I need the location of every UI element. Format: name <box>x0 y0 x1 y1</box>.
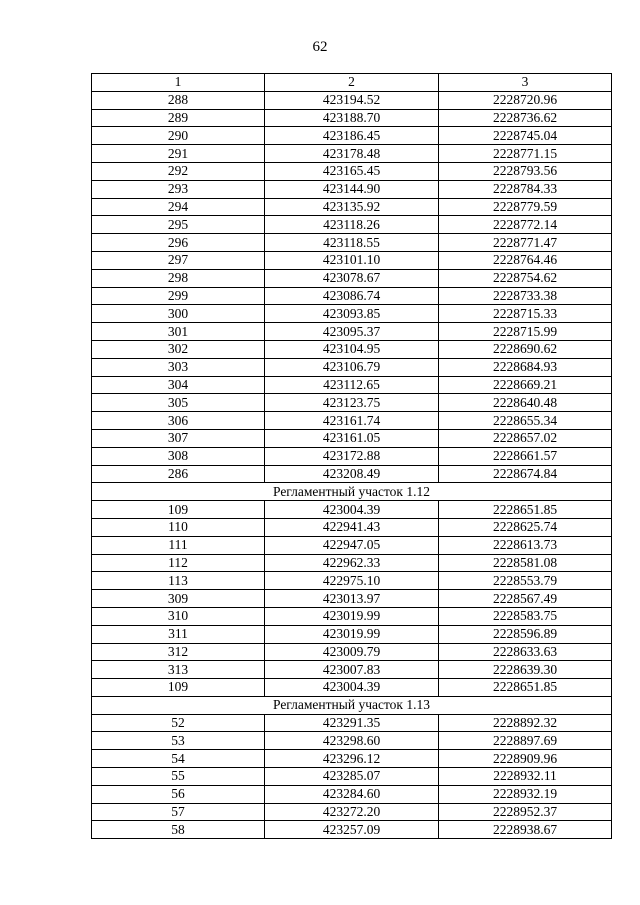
table-row <box>92 465 612 483</box>
point-number-cell: 313 <box>92 661 265 679</box>
table-row <box>92 429 612 447</box>
point-number-cell: 312 <box>92 643 265 661</box>
y-coordinate-cell: 2228715.99 <box>439 323 612 341</box>
x-coordinate-cell: 423019.99 <box>265 607 439 625</box>
point-number-cell: 113 <box>92 572 265 590</box>
y-coordinate-cell: 2228897.69 <box>439 732 612 750</box>
x-coordinate-cell: 423106.79 <box>265 358 439 376</box>
y-coordinate-cell: 2228613.73 <box>439 536 612 554</box>
table-row <box>92 127 612 145</box>
table-row <box>92 145 612 163</box>
point-number-cell: 293 <box>92 180 265 198</box>
y-coordinate-cell: 2228651.85 <box>439 501 612 519</box>
point-number-cell: 292 <box>92 162 265 180</box>
y-coordinate-cell: 2228779.59 <box>439 198 612 216</box>
table-row <box>92 732 612 750</box>
section-title-row <box>92 483 612 501</box>
table-row <box>92 501 612 519</box>
x-coordinate-cell: 423257.09 <box>265 821 439 839</box>
x-coordinate-cell: 423208.49 <box>265 465 439 483</box>
x-coordinate-cell: 423078.67 <box>265 269 439 287</box>
table-row <box>92 269 612 287</box>
y-coordinate-cell: 2228932.19 <box>439 785 612 803</box>
table-header-row <box>92 74 612 92</box>
table-row <box>92 714 612 732</box>
table-row <box>92 643 612 661</box>
y-coordinate-cell: 2228684.93 <box>439 358 612 376</box>
x-coordinate-cell: 423161.05 <box>265 429 439 447</box>
table-row <box>92 412 612 430</box>
table-row <box>92 821 612 839</box>
point-number-cell: 300 <box>92 305 265 323</box>
point-number-cell: 112 <box>92 554 265 572</box>
point-number-cell: 304 <box>92 376 265 394</box>
point-number-cell: 111 <box>92 536 265 554</box>
y-coordinate-cell: 2228932.11 <box>439 768 612 786</box>
x-coordinate-cell: 423284.60 <box>265 785 439 803</box>
point-number-cell: 303 <box>92 358 265 376</box>
x-coordinate-cell: 423004.39 <box>265 501 439 519</box>
table-body <box>92 91 612 838</box>
x-coordinate-cell: 423095.37 <box>265 323 439 341</box>
y-coordinate-cell: 2228909.96 <box>439 750 612 768</box>
table-row <box>92 216 612 234</box>
y-coordinate-cell: 2228784.33 <box>439 180 612 198</box>
section-title-row <box>92 696 612 714</box>
table-row <box>92 394 612 412</box>
x-coordinate-cell: 423123.75 <box>265 394 439 412</box>
column-header: 2 <box>265 74 439 92</box>
point-number-cell: 109 <box>92 679 265 697</box>
table-row <box>92 447 612 465</box>
table-row <box>92 91 612 109</box>
y-coordinate-cell: 2228772.14 <box>439 216 612 234</box>
x-coordinate-cell: 423186.45 <box>265 127 439 145</box>
y-coordinate-cell: 2228657.02 <box>439 429 612 447</box>
y-coordinate-cell: 2228952.37 <box>439 803 612 821</box>
table-row <box>92 554 612 572</box>
x-coordinate-cell: 423296.12 <box>265 750 439 768</box>
table-row <box>92 234 612 252</box>
y-coordinate-cell: 2228793.56 <box>439 162 612 180</box>
point-number-cell: 52 <box>92 714 265 732</box>
x-coordinate-cell: 423285.07 <box>265 768 439 786</box>
x-coordinate-cell: 423298.60 <box>265 732 439 750</box>
column-header: 1 <box>92 74 265 92</box>
x-coordinate-cell: 423086.74 <box>265 287 439 305</box>
x-coordinate-cell: 423165.45 <box>265 162 439 180</box>
y-coordinate-cell: 2228553.79 <box>439 572 612 590</box>
x-coordinate-cell: 423007.83 <box>265 661 439 679</box>
x-coordinate-cell: 423272.20 <box>265 803 439 821</box>
x-coordinate-cell: 423291.35 <box>265 714 439 732</box>
table-row <box>92 803 612 821</box>
point-number-cell: 296 <box>92 234 265 252</box>
x-coordinate-cell: 422941.43 <box>265 518 439 536</box>
y-coordinate-cell: 2228625.74 <box>439 518 612 536</box>
x-coordinate-cell: 423013.97 <box>265 590 439 608</box>
y-coordinate-cell: 2228733.38 <box>439 287 612 305</box>
x-coordinate-cell: 423112.65 <box>265 376 439 394</box>
table-row <box>92 287 612 305</box>
table-row <box>92 323 612 341</box>
point-number-cell: 286 <box>92 465 265 483</box>
table-row <box>92 750 612 768</box>
y-coordinate-cell: 2228771.47 <box>439 234 612 252</box>
table-row <box>92 590 612 608</box>
y-coordinate-cell: 2228736.62 <box>439 109 612 127</box>
section-title: Регламентный участок 1.12 <box>92 483 612 501</box>
point-number-cell: 57 <box>92 803 265 821</box>
point-number-cell: 55 <box>92 768 265 786</box>
y-coordinate-cell: 2228754.62 <box>439 269 612 287</box>
table-row <box>92 305 612 323</box>
table-row <box>92 251 612 269</box>
point-number-cell: 110 <box>92 518 265 536</box>
x-coordinate-cell: 423093.85 <box>265 305 439 323</box>
table-row <box>92 198 612 216</box>
point-number-cell: 305 <box>92 394 265 412</box>
y-coordinate-cell: 2228745.04 <box>439 127 612 145</box>
column-header: 3 <box>439 74 612 92</box>
coordinates-table <box>91 73 612 839</box>
point-number-cell: 289 <box>92 109 265 127</box>
point-number-cell: 306 <box>92 412 265 430</box>
point-number-cell: 297 <box>92 251 265 269</box>
x-coordinate-cell: 423118.26 <box>265 216 439 234</box>
table-row <box>92 785 612 803</box>
y-coordinate-cell: 2228892.32 <box>439 714 612 732</box>
point-number-cell: 299 <box>92 287 265 305</box>
y-coordinate-cell: 2228651.85 <box>439 679 612 697</box>
y-coordinate-cell: 2228715.33 <box>439 305 612 323</box>
x-coordinate-cell: 423161.74 <box>265 412 439 430</box>
point-number-cell: 301 <box>92 323 265 341</box>
table-row <box>92 376 612 394</box>
y-coordinate-cell: 2228640.48 <box>439 394 612 412</box>
y-coordinate-cell: 2228938.67 <box>439 821 612 839</box>
point-number-cell: 56 <box>92 785 265 803</box>
x-coordinate-cell: 423188.70 <box>265 109 439 127</box>
x-coordinate-cell: 422962.33 <box>265 554 439 572</box>
point-number-cell: 311 <box>92 625 265 643</box>
y-coordinate-cell: 2228583.75 <box>439 607 612 625</box>
table-row <box>92 661 612 679</box>
x-coordinate-cell: 423172.88 <box>265 447 439 465</box>
point-number-cell: 310 <box>92 607 265 625</box>
y-coordinate-cell: 2228674.84 <box>439 465 612 483</box>
table-row <box>92 536 612 554</box>
x-coordinate-cell: 423135.92 <box>265 198 439 216</box>
table-row <box>92 768 612 786</box>
x-coordinate-cell: 422975.10 <box>265 572 439 590</box>
y-coordinate-cell: 2228581.08 <box>439 554 612 572</box>
x-coordinate-cell: 423019.99 <box>265 625 439 643</box>
point-number-cell: 290 <box>92 127 265 145</box>
x-coordinate-cell: 422947.05 <box>265 536 439 554</box>
x-coordinate-cell: 423178.48 <box>265 145 439 163</box>
y-coordinate-cell: 2228567.49 <box>439 590 612 608</box>
point-number-cell: 109 <box>92 501 265 519</box>
x-coordinate-cell: 423104.95 <box>265 340 439 358</box>
x-coordinate-cell: 423009.79 <box>265 643 439 661</box>
table-row <box>92 340 612 358</box>
point-number-cell: 295 <box>92 216 265 234</box>
table-row <box>92 625 612 643</box>
y-coordinate-cell: 2228596.89 <box>439 625 612 643</box>
point-number-cell: 288 <box>92 91 265 109</box>
table-row <box>92 109 612 127</box>
table-row <box>92 162 612 180</box>
table-row <box>92 572 612 590</box>
table-row <box>92 607 612 625</box>
y-coordinate-cell: 2228661.57 <box>439 447 612 465</box>
x-coordinate-cell: 423194.52 <box>265 91 439 109</box>
x-coordinate-cell: 423101.10 <box>265 251 439 269</box>
point-number-cell: 298 <box>92 269 265 287</box>
point-number-cell: 308 <box>92 447 265 465</box>
page-number: 62 <box>312 39 328 55</box>
y-coordinate-cell: 2228633.63 <box>439 643 612 661</box>
point-number-cell: 54 <box>92 750 265 768</box>
point-number-cell: 291 <box>92 145 265 163</box>
point-number-cell: 294 <box>92 198 265 216</box>
table-row <box>92 180 612 198</box>
point-number-cell: 309 <box>92 590 265 608</box>
y-coordinate-cell: 2228764.46 <box>439 251 612 269</box>
y-coordinate-cell: 2228771.15 <box>439 145 612 163</box>
y-coordinate-cell: 2228669.21 <box>439 376 612 394</box>
x-coordinate-cell: 423004.39 <box>265 679 439 697</box>
y-coordinate-cell: 2228690.62 <box>439 340 612 358</box>
point-number-cell: 307 <box>92 429 265 447</box>
point-number-cell: 58 <box>92 821 265 839</box>
table-row <box>92 518 612 536</box>
x-coordinate-cell: 423144.90 <box>265 180 439 198</box>
table-row <box>92 358 612 376</box>
section-title: Регламентный участок 1.13 <box>92 696 612 714</box>
x-coordinate-cell: 423118.55 <box>265 234 439 252</box>
y-coordinate-cell: 2228655.34 <box>439 412 612 430</box>
y-coordinate-cell: 2228720.96 <box>439 91 612 109</box>
table-row <box>92 679 612 697</box>
point-number-cell: 53 <box>92 732 265 750</box>
y-coordinate-cell: 2228639.30 <box>439 661 612 679</box>
point-number-cell: 302 <box>92 340 265 358</box>
